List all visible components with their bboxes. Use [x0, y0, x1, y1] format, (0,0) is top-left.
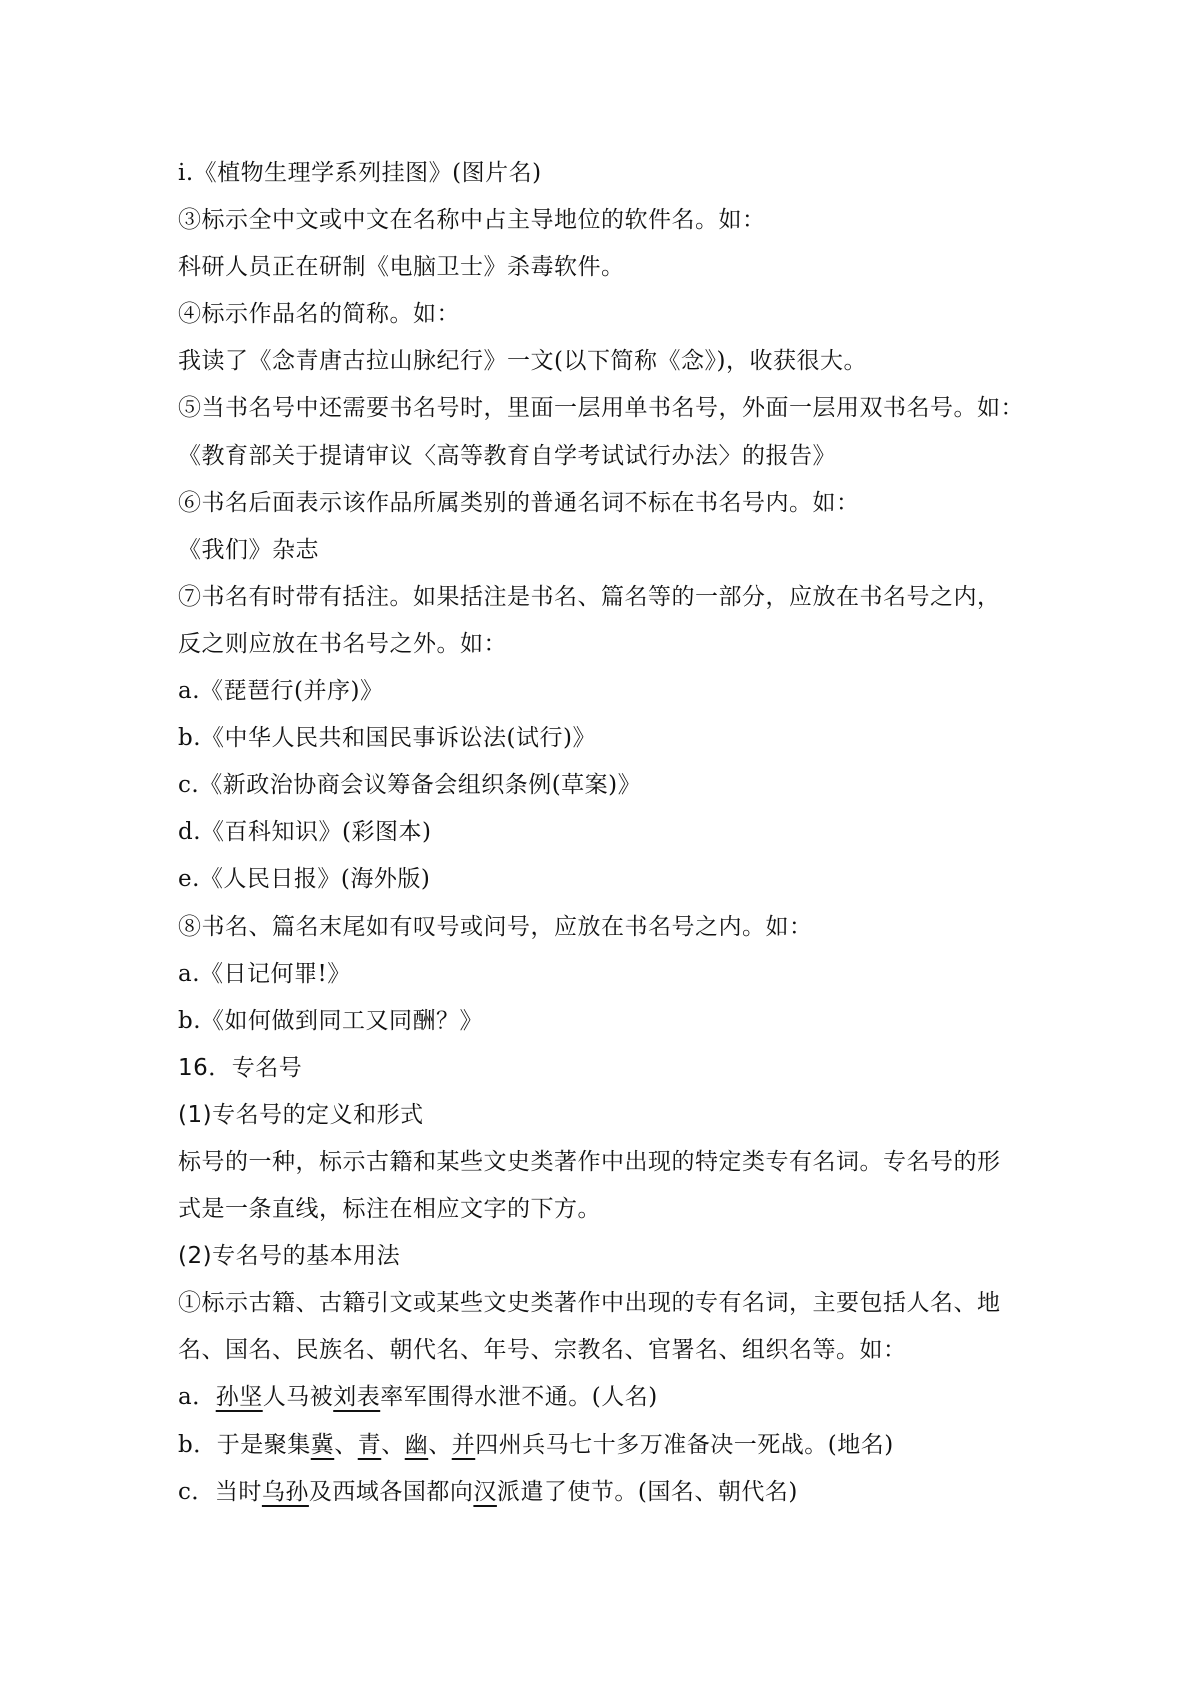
text-line: 《教育部关于提请审议〈高等教育自学考试试行办法〉的报告》 — [178, 442, 836, 469]
proper-name-mark: 幽 — [404, 1431, 429, 1458]
text-line: c.《新政治协商会议筹备会组织条例(草案)》 — [178, 772, 642, 799]
proper-name-mark: 青 — [357, 1431, 382, 1458]
text-line: 式是一条直线，标注在相应文字的下方。 — [178, 1196, 601, 1223]
example-text: 四州兵马七十多万准备决一死战。(地名) — [475, 1431, 894, 1458]
text-line: 名、国名、民族名、朝代名、年号、宗教名、官署名、组织名等。如： — [178, 1337, 907, 1364]
text-line: e.《人民日报》(海外版) — [178, 866, 431, 893]
example-text: 于是聚集 — [216, 1431, 311, 1458]
example-line-c — [178, 1469, 1058, 1516]
proper-name-mark: 刘表 — [333, 1384, 381, 1411]
proper-name-mark: 汉 — [473, 1478, 497, 1505]
proper-name-mark: 冀 — [310, 1431, 335, 1458]
example-line-b — [178, 1422, 1058, 1469]
separator: 、 — [381, 1431, 405, 1458]
text-line: 《我们》杂志 — [178, 536, 319, 563]
example-text: 人马被 — [262, 1384, 334, 1411]
text-line: ④标示作品名的简称。如： — [178, 301, 460, 328]
text-line: ⑦书名有时带有括注。如果括注是书名、篇名等的一部分，应放在书名号之内， — [178, 583, 1001, 610]
text-line: 我读了《念青唐古拉山脉纪行》一文(以下简称《念》)，收获很大。 — [178, 348, 867, 375]
example-text: 率军围得水泄不通。(人名) — [380, 1384, 658, 1411]
text-line: a.《日记何罪!》 — [178, 960, 351, 987]
text-line: ①标示古籍、古籍引文或某些文史类著作中出现的专有名词，主要包括人名、地 — [178, 1290, 1001, 1317]
text-line: ③标示全中文或中文在名称中占主导地位的软件名。如： — [178, 207, 766, 234]
text-line: 反之则应放在书名号之外。如： — [178, 630, 507, 657]
proper-name-mark: 乌孙 — [261, 1478, 309, 1505]
separator: 、 — [334, 1431, 358, 1458]
example-label: c． — [178, 1478, 215, 1505]
example-label: b． — [178, 1431, 217, 1458]
example-line-a — [178, 1374, 1058, 1421]
text-line: ⑥书名后面表示该作品所属类别的普通名词不标在书名号内。如： — [178, 489, 860, 516]
example-text: 派遣了使节。(国名、朝代名) — [496, 1478, 798, 1505]
proper-name-mark: 并 — [451, 1431, 476, 1458]
example-label: a． — [178, 1384, 216, 1411]
text-line: b.《中华人民共和国民事诉讼法(试行)》 — [178, 725, 596, 752]
subsection-heading: (1)专名号的定义和形式 — [178, 1101, 424, 1128]
text-line: 科研人员正在研制《电脑卫士》杀毒软件。 — [178, 254, 625, 281]
text-line: a.《琵琶行(并序)》 — [178, 678, 384, 705]
example-text: 及西域各国都向 — [308, 1478, 474, 1505]
text-line: b.《如何做到同工又同酬？》 — [178, 1007, 484, 1034]
text-line: 标号的一种，标示古籍和某些文史类著作中出现的特定类专有名词。专名号的形 — [178, 1148, 1001, 1175]
proper-name-mark: 孙坚 — [215, 1384, 263, 1411]
subsection-heading: (2)专名号的基本用法 — [178, 1243, 401, 1270]
section-heading: 16．专名号 — [178, 1054, 303, 1081]
text-line: i.《植物生理学系列挂图》(图片名) — [178, 160, 542, 186]
example-text: 当时 — [214, 1478, 262, 1505]
separator: 、 — [428, 1431, 452, 1458]
document-page — [178, 150, 1058, 1516]
text-line: d.《百科知识》(彩图本) — [178, 819, 432, 846]
text-line: ⑧书名、篇名末尾如有叹号或问号，应放在书名号之内。如： — [178, 913, 813, 940]
text-line: ⑤当书名号中还需要书名号时，里面一层用单书名号，外面一层用双书名号。如： — [178, 395, 1024, 422]
